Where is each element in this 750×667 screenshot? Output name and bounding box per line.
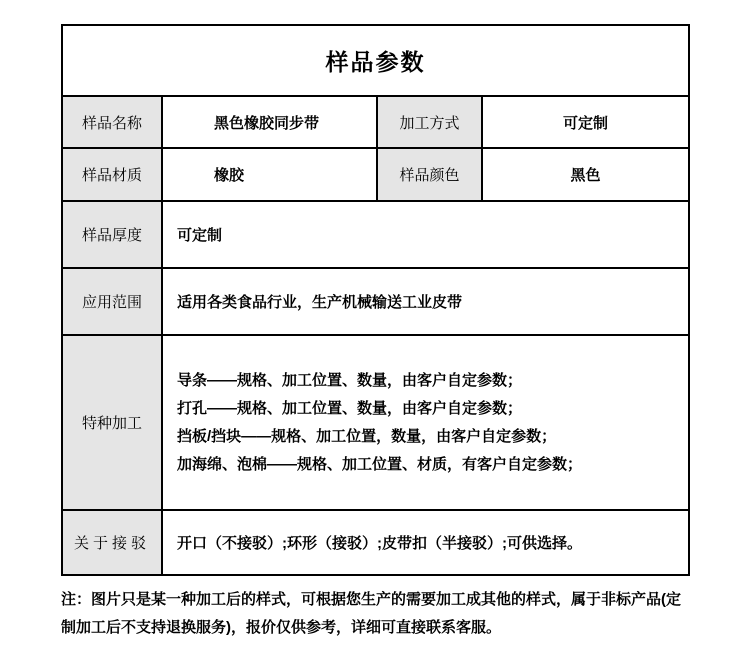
- value-application-range: 适用各类食品行业，生产机械输送工业皮带: [162, 268, 689, 335]
- label-application-range: 应用范围: [62, 268, 162, 335]
- label-sample-material: 样品材质: [62, 148, 162, 201]
- table-row-application: [62, 268, 689, 335]
- value-sample-thickness: 可定制: [162, 201, 689, 268]
- label-sample-name: 样品名称: [62, 96, 162, 148]
- special-processing-line-2: 打孔——规格、加工位置、数量，由客户自定参数；: [177, 399, 523, 417]
- value-sample-material: 橡胶: [162, 148, 377, 201]
- footer-note: 注：图片只是某一种加工后的样式，可根据您生产的需要加工成其他的样式，属于非标产品(定制加工后不支持退换服务)，报价仅供参考，详细可直接联系客服。: [61, 591, 681, 636]
- table-row-joint: [62, 510, 689, 575]
- table-row-thickness: [62, 201, 689, 268]
- value-processing-method: 可定制: [482, 96, 689, 148]
- special-processing-line-4: 加海绵、泡棉——规格、加工位置、材质，有客户自定参数；: [177, 455, 583, 473]
- label-sample-color: 样品颜色: [377, 148, 482, 201]
- special-processing-line-1: 导条——规格、加工位置、数量，由客户自定参数；: [177, 371, 523, 389]
- table-row-special-processing: [62, 335, 689, 510]
- label-processing-method: 加工方式: [377, 96, 482, 148]
- value-special-processing: [162, 335, 689, 510]
- spec-table: [61, 24, 690, 576]
- value-about-joint: 开口（不接驳）;环形（接驳）;皮带扣（半接驳）;可供选择。: [162, 510, 689, 575]
- special-processing-line-3: 挡板/挡块——规格、加工位置，数量，由客户自定参数；: [177, 427, 557, 445]
- table-row-material: [62, 148, 689, 201]
- table-title-row: [62, 25, 689, 96]
- table-row-name: [62, 96, 689, 148]
- label-sample-thickness: 样品厚度: [62, 201, 162, 268]
- label-special-processing: 特种加工: [62, 335, 162, 510]
- label-about-joint: 关于接驳: [62, 510, 162, 575]
- table-title: 样品参数: [62, 25, 689, 96]
- value-sample-color: 黑色: [482, 148, 689, 201]
- value-sample-name: 黑色橡胶同步带: [162, 96, 377, 148]
